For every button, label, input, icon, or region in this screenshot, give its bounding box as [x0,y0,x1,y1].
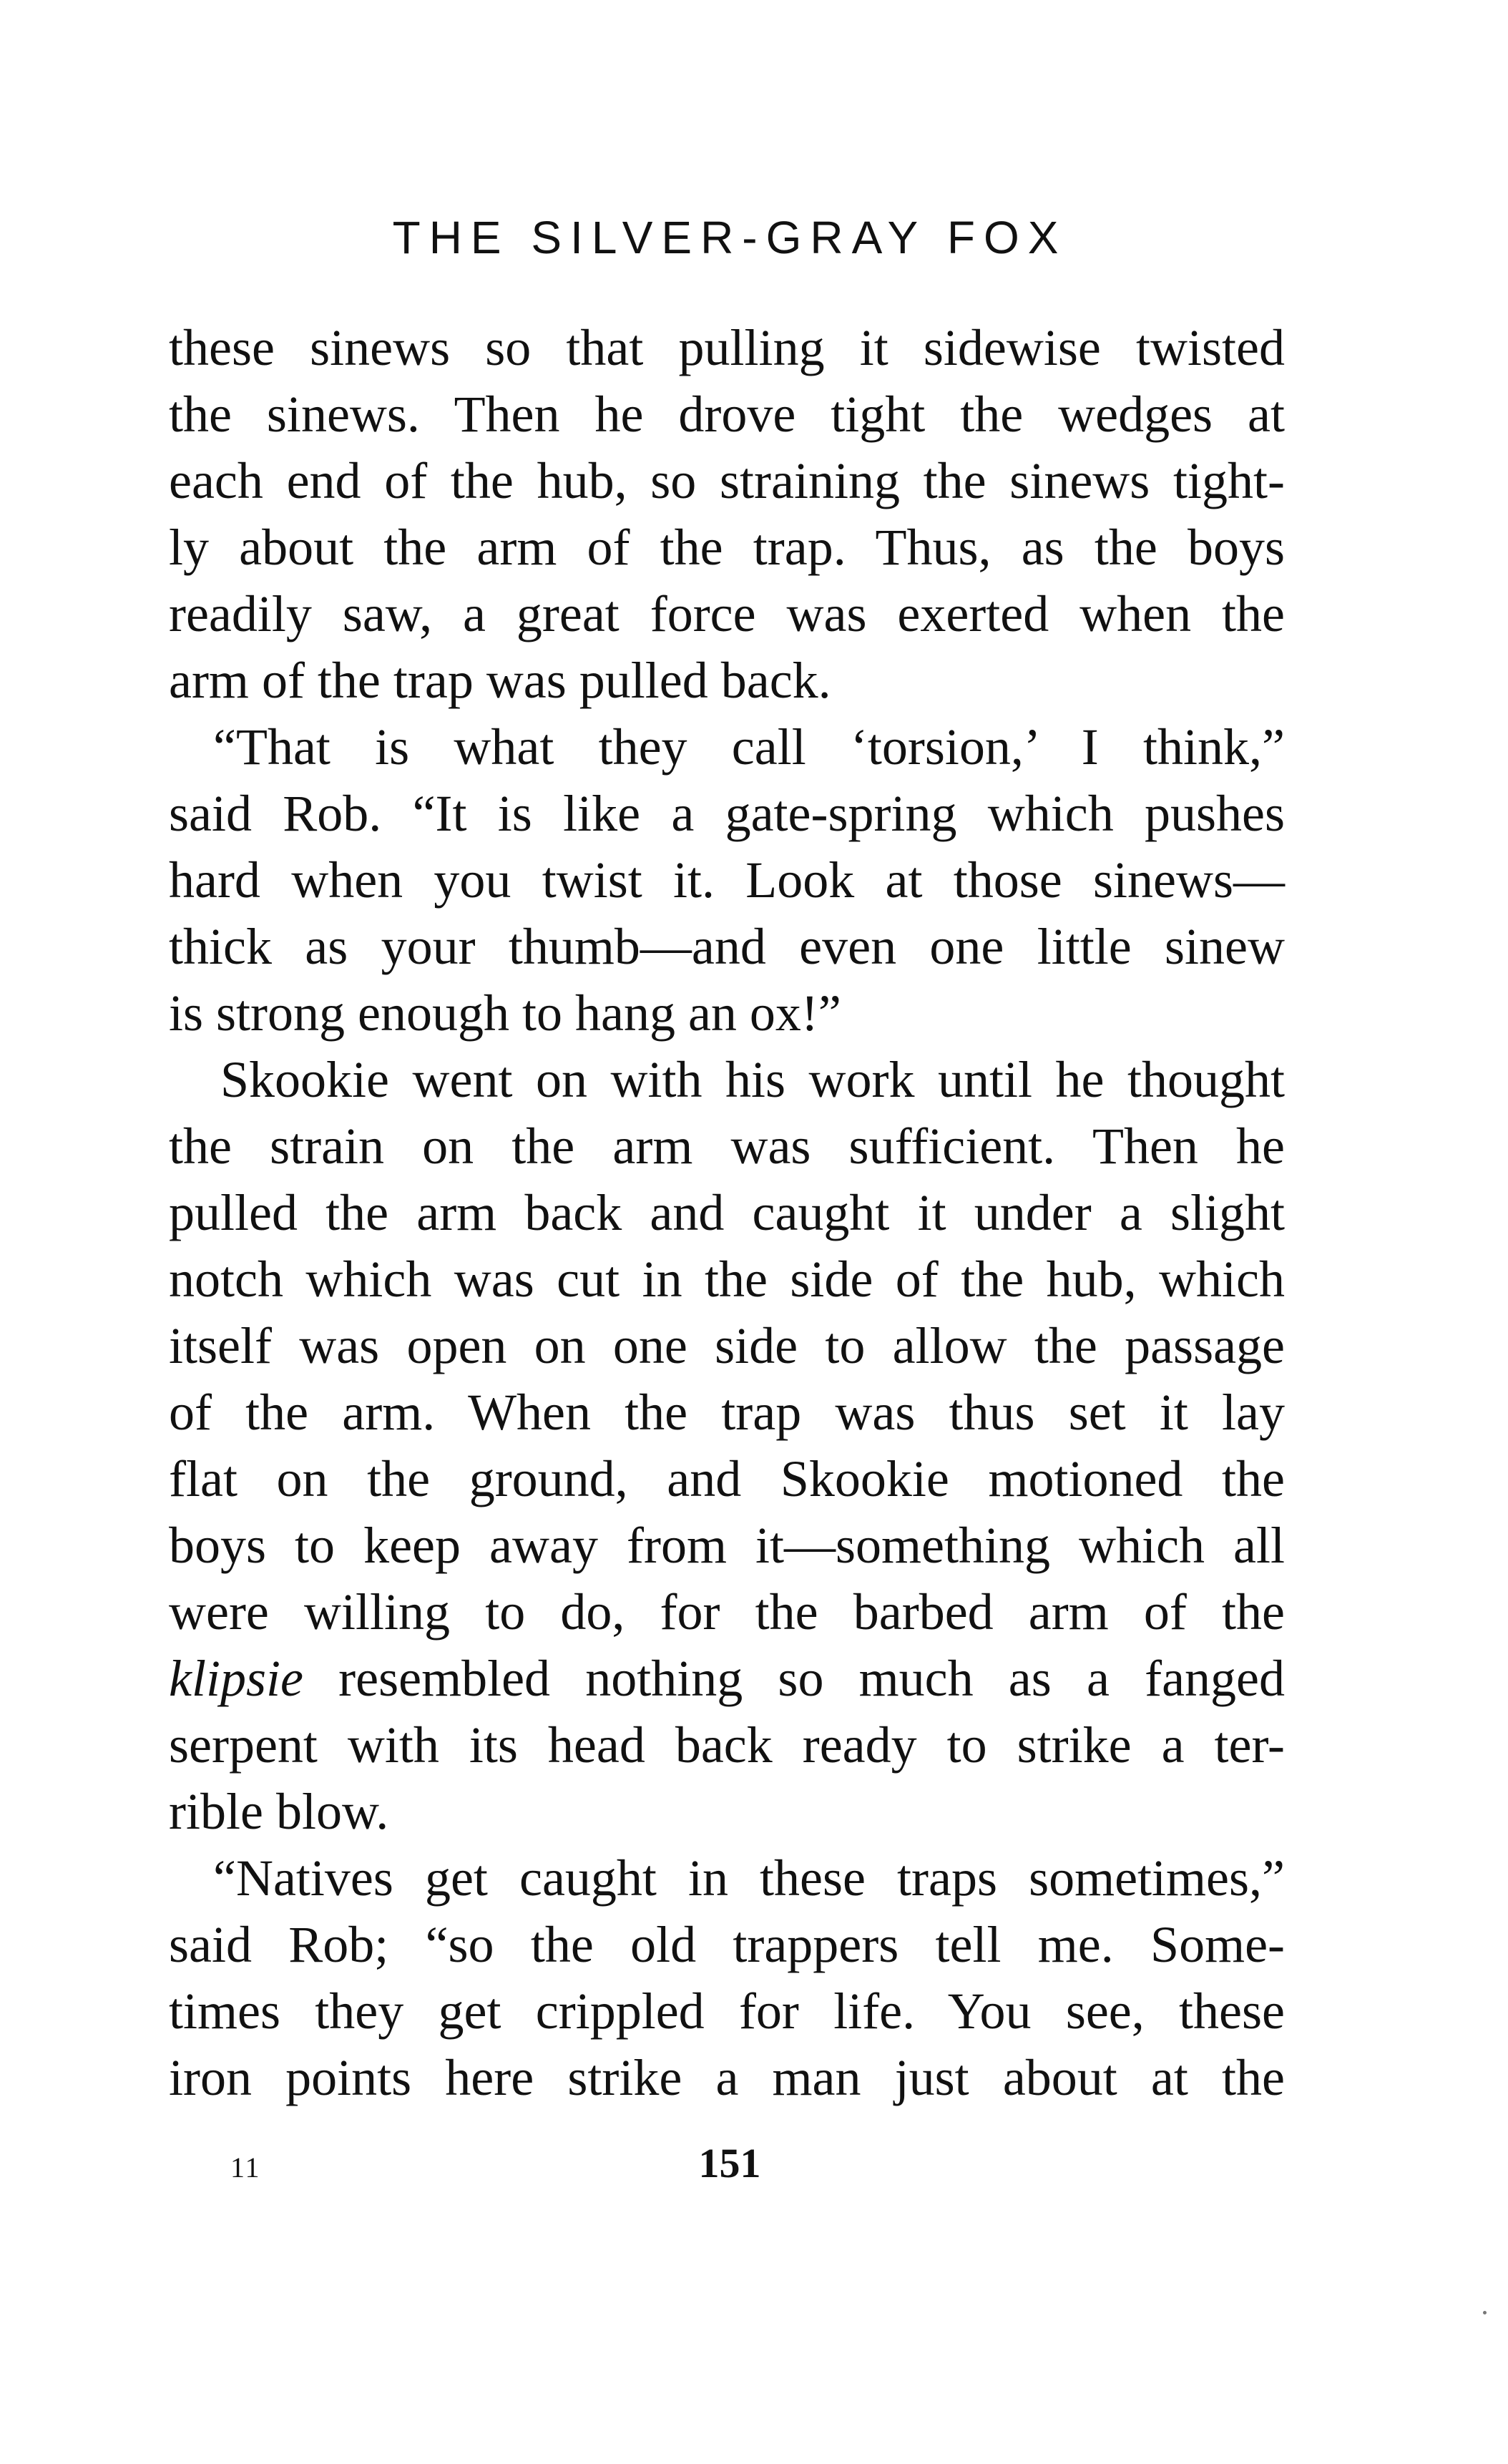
signature-mark: 11 [230,2151,261,2184]
line-text: itself was open on one side to allow the passage [169,1317,1285,1374]
text-line [169,781,1285,847]
line-text: ly about the arm of the trap. Thus, as the boys [169,519,1285,576]
page-number: 151 [698,2140,761,2186]
text-line [169,1180,1285,1246]
text-line [169,914,1285,980]
line-text: each end of the hub, so straining the sinews tight- [169,452,1285,509]
line-text: were willing to do, for the barbed arm of the [169,1583,1285,1641]
text-line [169,1047,1285,1113]
line-text: “That is what they call ‘torsion,’ I think,” [213,718,1285,776]
line-text: serpent with its head back ready to strike a ter- [169,1716,1285,1774]
text-line [169,1446,1285,1512]
text-line [169,1313,1285,1379]
line-text: hard when you twist it. Look at those sinews— [169,851,1285,909]
line-text: arm of the trap was pulled back. [169,652,831,709]
line-text: these sinews so that pulling it sidewise twisted [169,319,1285,376]
line-text: thick as your thumb—and even one little sinew [169,918,1285,975]
text-line [169,315,1285,381]
text-line [169,980,1285,1047]
text-line [169,847,1285,914]
italic-word: klipsie [169,1650,303,1707]
text-line [169,1845,1285,1912]
line-text: the strain on the arm was sufficient. Then he [169,1118,1285,1175]
line-text: of the arm. When the trap was thus set it lay [169,1384,1285,1441]
line-text: is strong enough to hang an ox!” [169,984,841,1042]
line-text: notch which was cut in the side of the hub, which [169,1251,1285,1308]
text-line [169,381,1285,448]
text-line [169,1579,1285,1646]
text-line [169,514,1285,581]
line-text: “Natives get caught in these traps sometimes,” [213,1849,1285,1907]
line-text: pulled the arm back and caught it under a slight [169,1184,1285,1241]
body-text [169,315,1285,2111]
text-line [169,1113,1285,1180]
line-text: said Rob. “It is like a gate-spring which pushes [169,785,1285,842]
text-line [169,2045,1285,2111]
text-line [169,581,1285,647]
line-text: said Rob; “so the old trappers tell me. Some- [169,1916,1285,1973]
text-line [169,1512,1285,1579]
text-line [169,714,1285,781]
text-line [169,1646,1285,1712]
line-text: Skookie went on with his work until he thought [220,1051,1285,1108]
text-line [169,1978,1285,2045]
text-line [169,1912,1285,1978]
line-text: flat on the ground, and Skookie motioned the [169,1450,1285,1507]
line-text: rible blow. [169,1783,389,1840]
line-text: boys to keep away from it—something which all [169,1517,1285,1574]
running-head: THE SILVER-GRAY FOX [392,212,1067,263]
text-line [169,1379,1285,1446]
text-line [169,647,1285,714]
line-text: iron points here strike a man just about at the [169,2049,1285,2106]
line-text: the sinews. Then he drove tight the wedges at [169,386,1285,443]
line-text: times they get crippled for life. You see, these [169,1983,1285,2040]
paper-speck [1483,2311,1487,2314]
line-text: readily saw, a great force was exerted when the [169,585,1285,642]
line-text: resembled nothing so much as a fanged [338,1650,1286,1707]
text-line [169,1779,1285,1845]
text-line [169,1246,1285,1313]
text-line [169,448,1285,514]
text-line [169,1712,1285,1779]
